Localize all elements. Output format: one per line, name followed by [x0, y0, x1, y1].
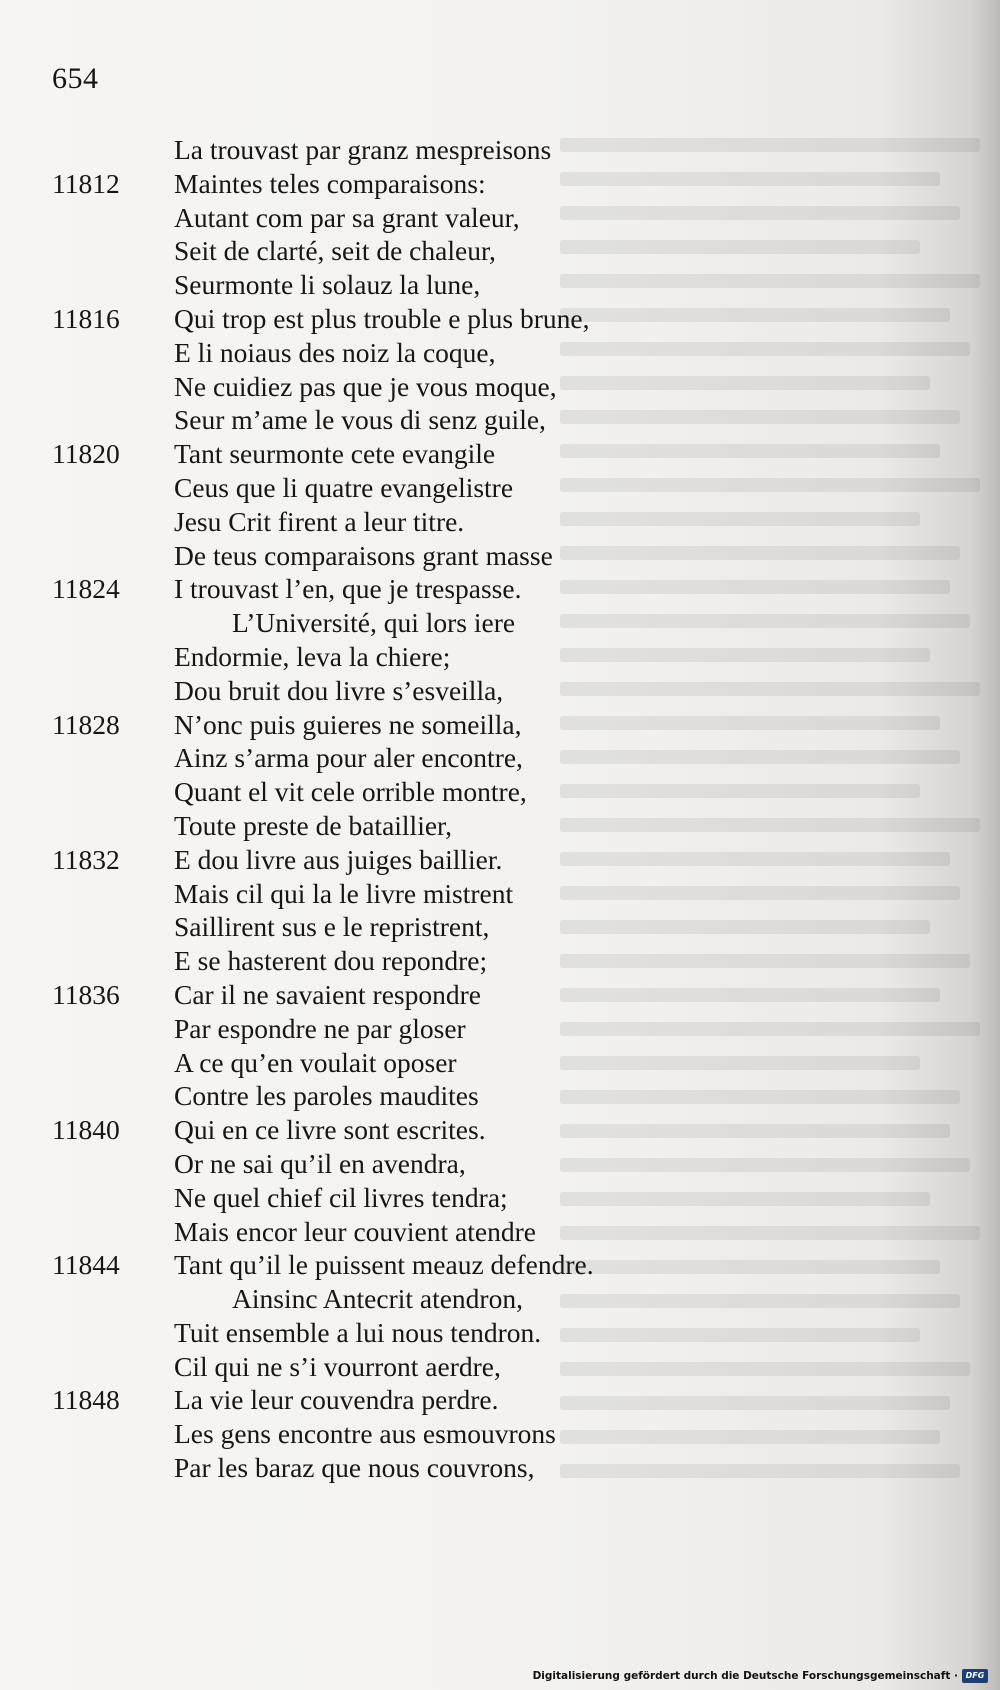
line-number: 11816: [52, 302, 120, 334]
verse-line: [0, 978, 1000, 1012]
verse-line: [0, 1147, 1000, 1181]
verse-text: Quant el vit cele orrible montre,: [174, 776, 527, 808]
verse-text: E li noiaus des noiz la coque,: [174, 336, 496, 368]
verse-text: E se hasterent dou repondre;: [174, 945, 488, 977]
verse-text: Saillirent sus e le repristrent,: [174, 911, 490, 943]
dfg-logo-text: DFG: [965, 1671, 985, 1680]
verse-text: Maintes teles comparaisons:: [174, 167, 486, 199]
line-number: 11832: [52, 843, 120, 875]
verse-text: Les gens encontre aus esmouvrons: [174, 1418, 556, 1450]
verse-line: [0, 1181, 1000, 1215]
line-number: 11836: [52, 978, 120, 1010]
verse-line: [0, 201, 1000, 235]
verse-text: E dou livre aus juiges baillier.: [174, 843, 503, 875]
poem-text: [0, 133, 1000, 1485]
verse-text: Contre les paroles maudites: [174, 1080, 479, 1112]
verse-text: De teus comparaisons grant masse: [174, 539, 553, 571]
verse-text: A ce qu’en voulait oposer: [174, 1046, 457, 1078]
verse-line: [0, 910, 1000, 944]
verse-line: [0, 708, 1000, 742]
verse-line: [0, 403, 1000, 437]
line-number: 11848: [52, 1384, 120, 1416]
digitization-credit: [533, 1666, 988, 1686]
verse-text: Jesu Crit firent a leur titre.: [174, 505, 465, 537]
verse-line: [0, 944, 1000, 978]
verse-text: Ainsinc Antecrit atendron,: [232, 1283, 523, 1315]
line-number: 11840: [52, 1114, 120, 1146]
verse-text: Car il ne savaient respondre: [174, 978, 481, 1010]
verse-text: Mais encor leur couvient atendre: [174, 1215, 536, 1247]
verse-line: [0, 1215, 1000, 1249]
page-number: 654: [52, 62, 99, 95]
verse-line: [0, 877, 1000, 911]
verse-text: Qui en ce livre sont escrites.: [174, 1114, 486, 1146]
verse-line: [0, 437, 1000, 471]
verse-text: Or ne sai qu’il en avendra,: [174, 1147, 466, 1179]
verse-line: [0, 572, 1000, 606]
verse-line: [0, 268, 1000, 302]
verse-text: Par espondre ne par gloser: [174, 1012, 466, 1044]
verse-line: [0, 539, 1000, 573]
line-number: 11824: [52, 573, 120, 605]
verse-text: Ainz s’arma pour aler encontre,: [174, 742, 523, 774]
verse-line: [0, 606, 1000, 640]
verse-text: Mais cil qui la le livre mistrent: [174, 877, 514, 909]
verse-text: Seit de clarté, seit de chaleur,: [174, 235, 496, 267]
verse-text: Ceus que li quatre evangelistre: [174, 471, 514, 503]
verse-line: [0, 741, 1000, 775]
verse-line: [0, 370, 1000, 404]
verse-text: Endormie, leva la chiere;: [174, 640, 451, 672]
verse-text: L’Université, qui lors iere: [232, 607, 516, 639]
verse-line: [0, 505, 1000, 539]
line-number: 11844: [52, 1249, 120, 1281]
verse-line: [0, 1282, 1000, 1316]
verse-text: Dou bruit dou livre s’esveilla,: [174, 674, 504, 706]
verse-text: Ne quel chief cil livres tendra;: [174, 1181, 508, 1213]
verse-line: [0, 167, 1000, 201]
verse-line: [0, 1046, 1000, 1080]
verse-text: N’onc puis guieres ne someilla,: [174, 708, 522, 740]
verse-text: Qui trop est plus trouble e plus brune,: [174, 302, 590, 334]
verse-line: [0, 1012, 1000, 1046]
verse-line: [0, 843, 1000, 877]
verse-line: [0, 336, 1000, 370]
verse-text: Seur m’ame le vous di senz guile,: [174, 404, 546, 436]
verse-text: Tant seurmonte cete evangile: [174, 438, 496, 470]
verse-line: [0, 775, 1000, 809]
verse-line: [0, 1451, 1000, 1485]
dfg-logo-icon: [962, 1669, 988, 1683]
verse-text: La vie leur couvendra perdre.: [174, 1384, 499, 1416]
verse-line: [0, 1113, 1000, 1147]
line-number: 11820: [52, 438, 120, 470]
credit-text: Digitalisierung gefördert durch die Deutsche Forschungsgemeinschaft ·: [532, 1670, 958, 1682]
verse-line: [0, 471, 1000, 505]
line-number: 11812: [52, 167, 120, 199]
verse-line: [0, 133, 1000, 167]
verse-text: Autant com par sa grant valeur,: [174, 201, 520, 233]
verse-line: [0, 674, 1000, 708]
verse-line: [0, 1079, 1000, 1113]
verse-line: [0, 640, 1000, 674]
verse-line: [0, 302, 1000, 336]
verse-line: [0, 1248, 1000, 1282]
verse-line: [0, 1316, 1000, 1350]
verse-line: [0, 1350, 1000, 1384]
verse-text: Toute preste de bataillier,: [174, 809, 452, 841]
verse-line: [0, 234, 1000, 268]
verse-line: [0, 809, 1000, 843]
verse-text: La trouvast par granz mespreisons: [174, 134, 552, 165]
verse-text: Par les baraz que nous couvrons,: [174, 1452, 535, 1484]
verse-text: I trouvast l’en, que je trespasse.: [174, 573, 522, 605]
verse-text: Tuit ensemble a lui nous tendron.: [174, 1316, 542, 1348]
verse-text: Seurmonte li solauz la lune,: [174, 269, 481, 301]
verse-line: [0, 1417, 1000, 1451]
verse-text: Tant qu’il le puissent meauz defendre.: [174, 1249, 594, 1281]
line-number: 11828: [52, 708, 120, 740]
verse-text: Ne cuidiez pas que je vous moque,: [174, 370, 557, 402]
verse-text: Cil qui ne s’i vourront aerdre,: [174, 1350, 501, 1382]
verse-line: [0, 1383, 1000, 1417]
